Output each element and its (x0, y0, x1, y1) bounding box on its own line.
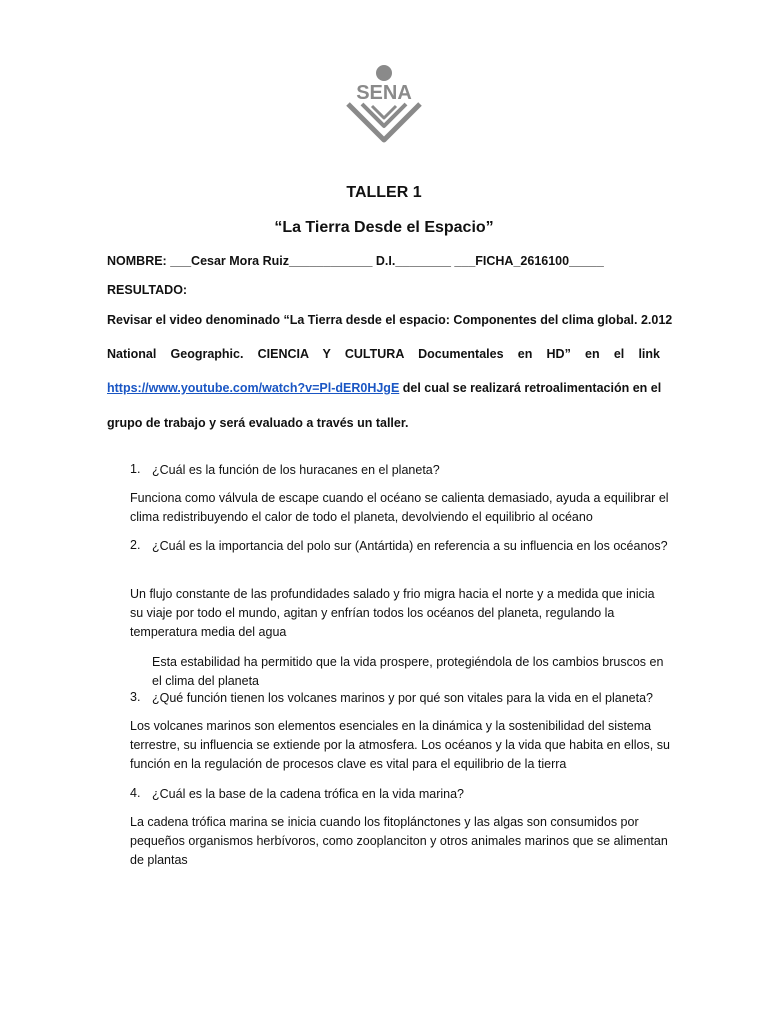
logo-text: SENA (356, 82, 412, 104)
answer-2-extra: Esta estabilidad ha permitido que la vida prospere, protegiéndola de los cambios bruscos en el clima del planeta (152, 655, 664, 688)
answer-1: Funciona como válvula de escape cuando el océano se calienta demasiado, ayuda a equilibrar el clima redistribuyendo el calor de todo el planeta, devolviendo el equilibrio al océano (130, 491, 669, 524)
question-text: ¿Cuál es la base de la cadena trófica en la vida marina? (152, 787, 464, 801)
question-1 (130, 462, 670, 479)
question-number: 2. (130, 538, 141, 552)
sena-logo-graphic (340, 64, 428, 148)
question-number: 3. (130, 690, 141, 704)
youtube-link[interactable]: https://www.youtube.com/watch?v=Pl-dER0HJgE (107, 381, 400, 395)
question-text: ¿Cuál es la función de los huracanes en el planeta? (152, 463, 440, 477)
intro-line-3 (107, 381, 660, 395)
intro-line-3-rest: del cual se realizará retroalimentación en el (399, 381, 662, 395)
sena-logo (340, 64, 428, 148)
question-text: ¿Cuál es la importancia del polo sur (Antártida) en referencia a su influencia en los océanos? (152, 539, 668, 553)
logo-head-shape (376, 65, 392, 81)
document-title: TALLER 1 (346, 184, 422, 201)
intro-line-1: Revisar el video denominado “La Tierra desde el espacio: Componentes del clima global. 2.012 (107, 313, 673, 327)
answer-2: Un flujo constante de las profundidades salado y frio migra hacia el norte y a medida que inicia su viaje por todo el mundo, agitan y enfrían todos los océanos del planeta, regulando la temperatura media del agua (130, 587, 655, 639)
question-text: ¿Qué función tienen los volcanes marinos y por qué son vitales para la vida en el planeta? (152, 691, 653, 705)
result-label: RESULTADO: (107, 283, 188, 297)
intro-line-4: grupo de trabajo y será evaluado a través un taller. (107, 416, 409, 430)
question-number: 1. (130, 462, 141, 476)
question-number: 4. (130, 786, 141, 800)
question-4 (130, 786, 670, 803)
intro-line-2: National Geographic. CIENCIA Y CULTURA Documentales en HD” en el link (107, 347, 660, 361)
answer-4: La cadena trófica marina se inicia cuando los fitoplánctones y las algas son consumidos por pequeños organismos herbívoros, como zooplanciton y otros animales marinos que se alimentan de plantas (130, 815, 668, 867)
document-subtitle: “La Tierra Desde el Espacio” (274, 219, 494, 236)
question-2 (130, 538, 670, 555)
logo-figure-outer (348, 104, 420, 140)
name-line: NOMBRE: ___Cesar Mora Ruiz____________ D.I.________ ___FICHA_2616100_____ (107, 254, 604, 268)
question-3 (130, 690, 670, 707)
answer-3: Los volcanes marinos son elementos esenciales en la dinámica y la sostenibilidad del sistema terrestre, su influencia se extiende por la atmosfera. Los océanos y la vida que habita en ellos, su función en la regulación de procesos clave es vital para el equilibrio de la tierra (130, 719, 670, 771)
